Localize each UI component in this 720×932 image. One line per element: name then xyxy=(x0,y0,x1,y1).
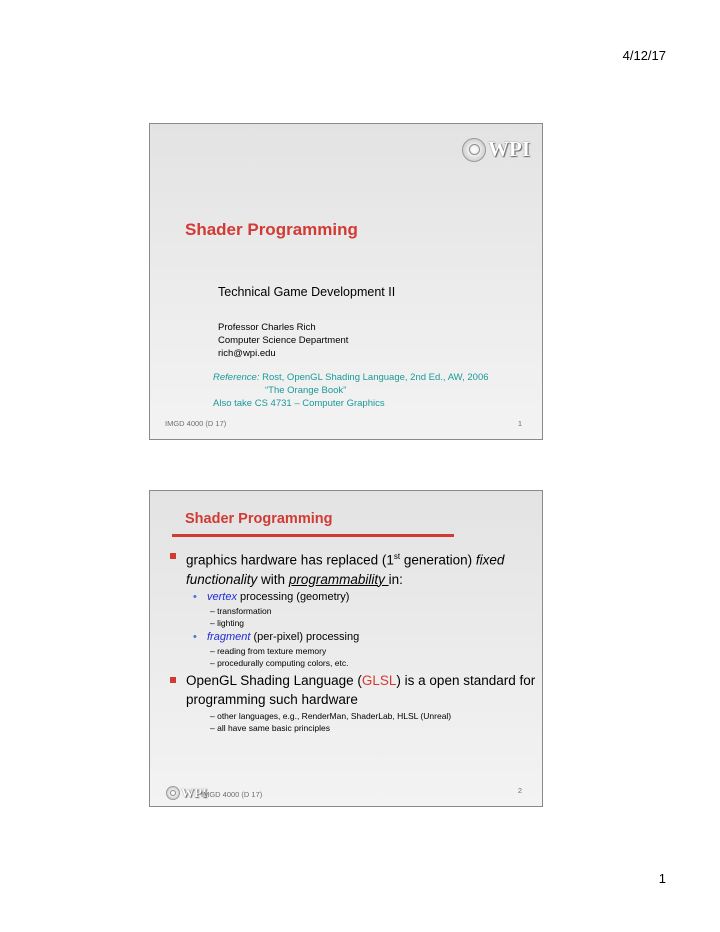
reference-course: Also take CS 4731 – Computer Graphics xyxy=(213,398,385,409)
email: rich@wpi.edu xyxy=(218,348,276,359)
sub-item: – all have same basic principles xyxy=(210,722,331,733)
slide-number: 2 xyxy=(517,786,522,795)
reference-block xyxy=(213,371,489,410)
sub-item: – other languages, e.g., RenderMan, ShaderLab, HLSL (Unreal) xyxy=(210,710,452,721)
reference-nickname: “The Orange Book” xyxy=(265,385,347,396)
sub-item: – transformation xyxy=(210,605,272,616)
department: Computer Science Department xyxy=(218,335,349,346)
slide-number: 1 xyxy=(517,419,522,428)
slide-title: Shader Programming xyxy=(185,220,358,239)
reference-label: Reference: xyxy=(213,372,260,383)
wpi-logo xyxy=(462,137,530,162)
page-number: 1 xyxy=(658,871,666,886)
professor-name: Professor Charles Rich xyxy=(218,322,316,333)
slide-title: Shader Programming xyxy=(185,511,333,527)
bullet-glsl: OpenGL Shading Language (GLSL) is a open standard for programming such hardware xyxy=(166,671,536,709)
slide-1 xyxy=(149,123,543,440)
page-date: 4/12/17 xyxy=(622,48,666,63)
dot-bullet-icon: • xyxy=(193,590,197,603)
bullet-hardware: graphics hardware has replaced (1st generation) fixed functionality with programmability in: xyxy=(166,547,536,589)
bullet-vertex: • vertex processing (geometry) xyxy=(193,590,350,603)
dot-bullet-icon: • xyxy=(193,630,197,643)
footer-course: IMGD 4000 (D 17) xyxy=(165,419,227,428)
professor-info xyxy=(218,321,348,360)
slide-body xyxy=(166,547,536,734)
title-underline xyxy=(172,534,454,537)
wpi-seal-icon xyxy=(462,138,486,162)
wpi-seal-icon xyxy=(166,786,180,800)
reference-book: Rost, OpenGL Shading Language, 2nd Ed., AW, 2006 xyxy=(262,372,489,383)
slide-2 xyxy=(149,490,543,807)
bullet-fragment: • fragment (per-pixel) processing xyxy=(193,630,360,643)
square-bullet-icon xyxy=(170,677,176,683)
sub-item: – procedurally computing colors, etc. xyxy=(210,657,349,668)
wpi-logo-text: WPI xyxy=(181,785,207,800)
sub-item: – reading from texture memory xyxy=(210,645,327,656)
slide-subtitle: Technical Game Development II xyxy=(218,285,396,299)
sub-item: – lighting xyxy=(210,617,245,628)
wpi-logo-text: WPI xyxy=(488,137,530,161)
footer-course: IMGD 4000 (D 17) xyxy=(201,790,263,799)
square-bullet-icon xyxy=(170,553,176,559)
